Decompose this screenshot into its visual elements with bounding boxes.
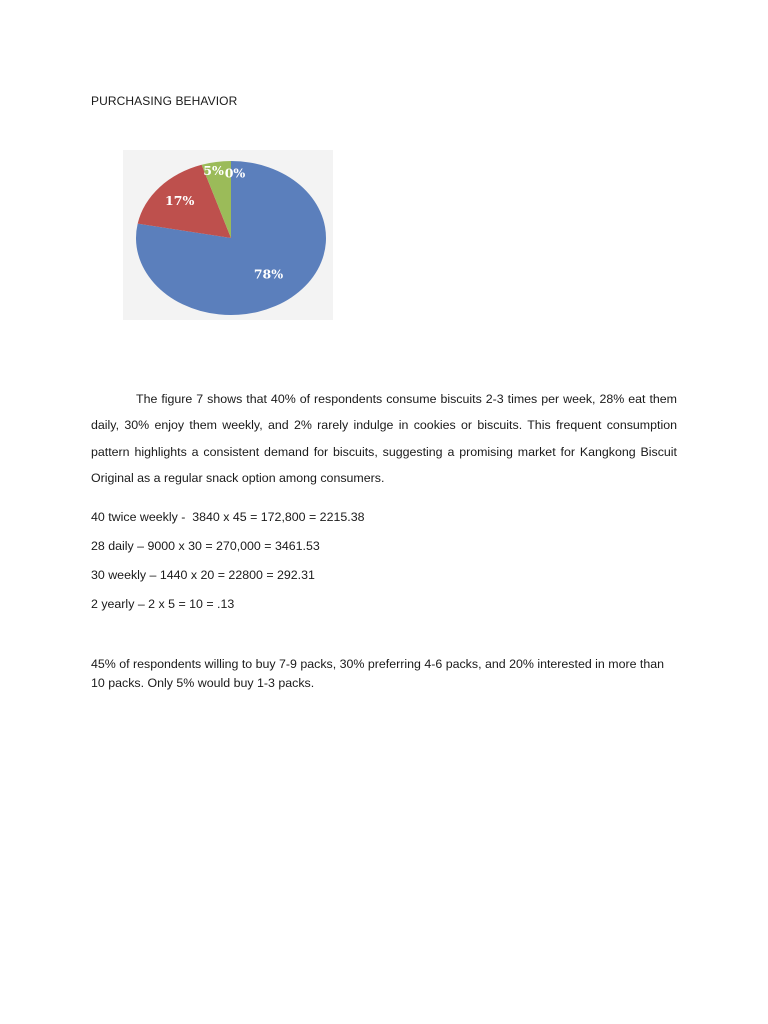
section-heading: PURCHASING BEHAVIOR: [91, 94, 238, 108]
calculation-line: 40 twice weekly - 3840 x 45 = 172,800 = 2215.38: [91, 510, 365, 524]
calculation-line: 28 daily – 9000 x 30 = 270,000 = 3461.53: [91, 539, 320, 553]
pie-chart: [123, 150, 333, 320]
pie-data-label: 5%: [203, 163, 224, 179]
calculation-line: 2 yearly – 2 x 5 = 10 = .13: [91, 597, 235, 611]
pie-chart-figure: [123, 150, 333, 320]
calculation-line: 30 weekly – 1440 x 20 = 22800 = 292.31: [91, 568, 315, 582]
pie-data-label: 0%: [224, 165, 246, 181]
body-paragraph: The figure 7 shows that 40% of respondents consume biscuits 2-3 times per week, 28% eat them daily, 30% enjoy them weekly, and 2% rarely indulge in cookies or biscuits. This frequent consumption pattern highlights a consistent demand for biscuits, suggesting a promising market for Kangkong Biscuit Original as a regular snack option among consumers.: [91, 392, 677, 485]
body-paragraph-2: 45% of respondents willing to buy 7-9 packs, 30% preferring 4-6 packs, and 20% interested in more than 10 packs. Only 5% would buy 1-3 packs.: [91, 657, 665, 690]
pie-data-label: 78%: [253, 266, 284, 282]
pie-data-label: 17%: [165, 192, 195, 208]
